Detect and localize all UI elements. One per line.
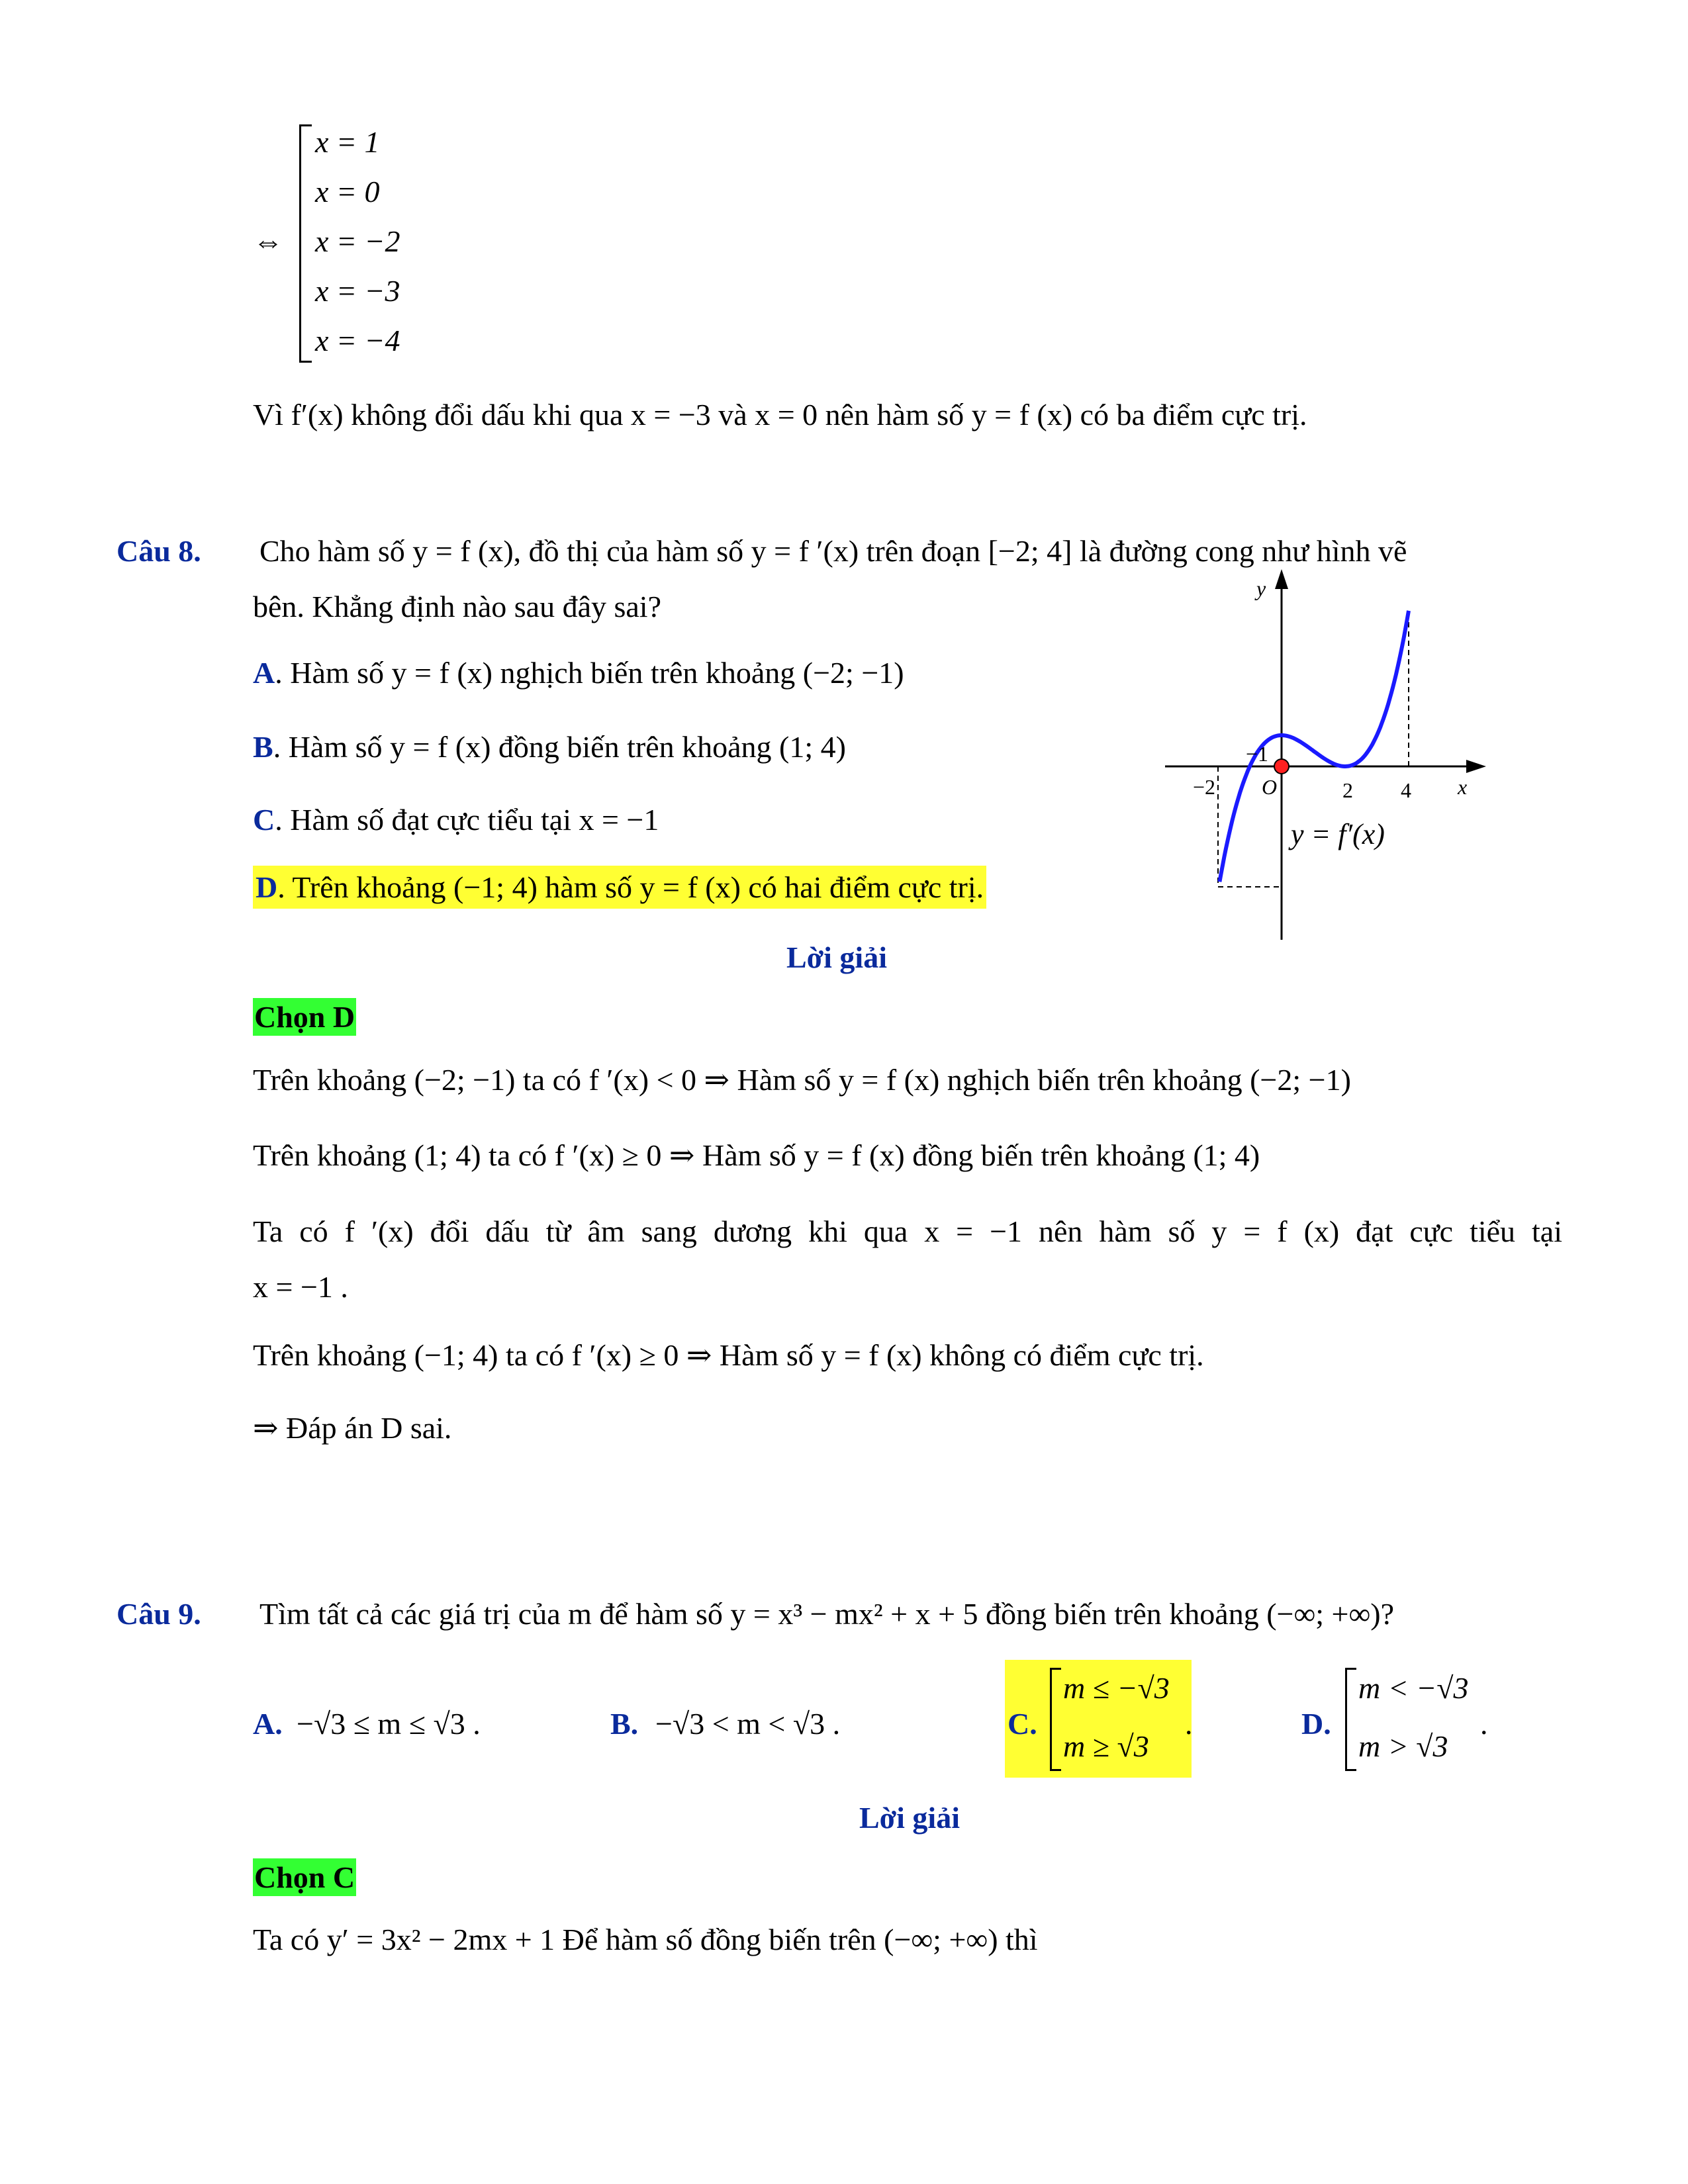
origin-label: O (1262, 775, 1278, 799)
y-axis-label: y (1256, 576, 1266, 600)
q8-choice: Chọn D (253, 998, 356, 1036)
conclusion-q7: Vì f′(x) không đổi dấu khi qua x = −3 và x = 0 nên hàm số y = f (x) có ba điểm cực trị. (253, 398, 1307, 432)
q8-stem-line1: Cho hàm số y = f (x), đồ thị của hàm số y = f ′(x) trên đoạn [−2; 4] là đường cong như hình vẽ (259, 534, 1407, 568)
q9-stem: Tìm tất cả các giá trị của m để hàm số y = x³ − mx² + x + 5 đồng biến trên khoảng (−∞; +∞)? (259, 1597, 1394, 1631)
q9-option-d-bracket (1345, 1668, 1356, 1771)
q8-solution-line-2: Trên khoảng (1; 4) ta có f ′(x) ≥ 0 ⇒ Hàm số y = f (x) đồng biến trên khoảng (1; 4) (253, 1138, 1260, 1172)
q8-option-a-letter: A (253, 656, 275, 690)
q8-solution-line-5: Trên khoảng (−1; 4) ta có f ′(x) ≥ 0 ⇒ Hàm số y = f (x) không có điểm cực trị. (253, 1338, 1204, 1372)
q8-solution-title: Lời giải (786, 940, 887, 974)
q9-option-b-text: −√3 < m < √3 . (655, 1707, 841, 1741)
system-line-2: x = 0 (315, 175, 380, 208)
q9-option-d-letter: D. (1301, 1707, 1331, 1741)
q8-option-d (253, 866, 986, 909)
q9-option-c-letter: C. (1008, 1707, 1037, 1741)
system-line-4: x = −3 (315, 274, 400, 308)
q9-option-d-line1: m < −√3 (1358, 1671, 1469, 1705)
q8-option-a (253, 655, 904, 690)
q8-solution-line-4: x = −1 . (253, 1270, 348, 1304)
q9-option-a-text: −√3 ≤ m ≤ √3 . (297, 1707, 481, 1741)
q9-choice: Chọn C (253, 1858, 356, 1896)
q9-solution-title: Lời giải (859, 1801, 960, 1835)
q8-option-a-text: . Hàm số y = f (x) nghịch biến trên khoảng (−2; −1) (275, 656, 904, 690)
q8-option-b-letter: B (253, 730, 273, 764)
q9-solution-line-1: Ta có y′ = 3x² − 2mx + 1 Để hàm số đồng biến trên (−∞; +∞) thì (253, 1923, 1038, 1956)
x-axis-label: x (1458, 775, 1468, 799)
q8-solution-line-6: ⇒ Đáp án D sai. (253, 1411, 452, 1445)
q8-option-c (253, 802, 659, 837)
q9-option-d-line2: m > √3 (1358, 1729, 1448, 1763)
q8-option-b (253, 729, 846, 764)
q8-label: Câu 8. (117, 534, 201, 568)
q9-option-c-line2: m ≥ √3 (1063, 1729, 1149, 1763)
q9-option-b-letter: B. (610, 1707, 639, 1741)
q8-solution-line-3: Ta có f ′(x) đổi dấu từ âm sang dương khi qua x = −1 nên hàm số y = f (x) đạt cực tiểu tại (253, 1214, 1562, 1248)
q8-graph (1152, 569, 1496, 940)
q8-stem-line2: bên. Khẳng định nào sau đây sai? (253, 590, 662, 623)
tick-4: 4 (1401, 778, 1411, 802)
q9-option-c-dot: . (1185, 1707, 1193, 1741)
system-line-5: x = −4 (315, 324, 400, 357)
system-line-3: x = −2 (315, 224, 400, 258)
q8-option-b-text: . Hàm số y = f (x) đồng biến trên khoảng (1; 4) (273, 730, 846, 764)
tick-minus1: −1 (1246, 742, 1269, 766)
equivalence-symbol: ⇔ (253, 224, 283, 258)
curve-label: y = f′(x) (1291, 818, 1385, 850)
x-axis-arrow (1466, 760, 1486, 773)
q8-option-d-text: . Trên khoảng (−1; 4) hàm số y = f (x) có hai điểm cực trị. (277, 870, 984, 904)
q8-option-d-letter: D (256, 870, 278, 904)
tick-2: 2 (1342, 778, 1353, 802)
origin-point (1274, 759, 1289, 774)
q8-solution-line-1: Trên khoảng (−2; −1) ta có f ′(x) < 0 ⇒ Hàm số y = f (x) nghịch biến trên khoảng (−2; −1) (253, 1063, 1351, 1097)
tick-minus2: −2 (1193, 775, 1216, 799)
q9-option-c-line1: m ≤ −√3 (1063, 1671, 1170, 1705)
system-bracket (299, 124, 312, 363)
q9-option-c-bracket (1050, 1668, 1061, 1771)
y-axis-arrow (1275, 569, 1288, 589)
system-line-1: x = 1 (315, 125, 380, 159)
q8-option-c-text: . Hàm số đạt cực tiểu tại x = −1 (275, 803, 659, 837)
q9-option-d-dot: . (1480, 1707, 1488, 1741)
q9-option-a-letter: A. (253, 1707, 283, 1741)
q9-label: Câu 9. (117, 1597, 201, 1631)
q8-option-c-letter: C (253, 803, 275, 837)
